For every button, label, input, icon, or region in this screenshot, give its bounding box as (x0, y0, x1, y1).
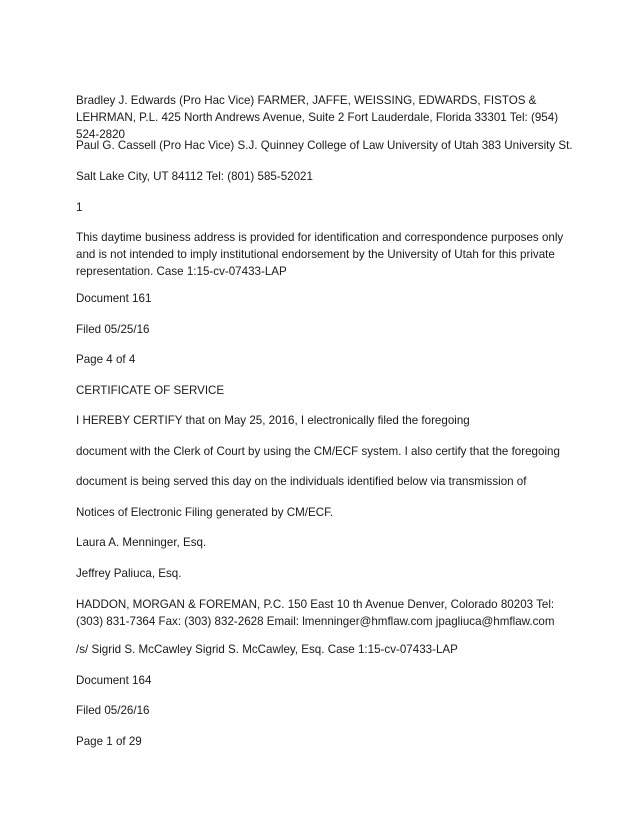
counsel-cassell-line: Paul G. Cassell (Pro Hac Vice) S.J. Quinney College of Law University of Utah 383 University St. (76, 139, 573, 152)
document-number-161: Document 161 (76, 292, 152, 305)
filed-date-052516: Filed 05/25/16 (76, 323, 150, 336)
page-4-of-4: Page 4 of 4 (76, 353, 136, 366)
haddon-morgan-address: HADDON, MORGAN & FOREMAN, P.C. 150 East 10 th Avenue Denver, Colorado 80203 Tel: (303) 831-7364 Fax: (303) 832-2628 Email: lmenninger@hmflaw.com jpagliuca@hmflaw.com (76, 598, 555, 628)
cassell-address-line: Salt Lake City, UT 84112 Tel: (801) 585-52021 (76, 170, 313, 183)
certify-line-4: Notices of Electronic Filing generated by CM/ECF. (76, 506, 334, 519)
footnote-text: This daytime business address is provided for identification and correspondence purposes only and is not intended to imply institutional endorsement by the University of Utah for this private representation. Case 1:15-cv-07433-LAP (76, 231, 564, 278)
recipient-menninger: Laura A. Menninger, Esq. (76, 536, 207, 549)
certificate-heading: CERTIFICATE OF SERVICE (76, 384, 225, 397)
page-1-of-29: Page 1 of 29 (76, 735, 142, 748)
signature-line: /s/ Sigrid S. McCawley Sigrid S. McCawley, Esq. Case 1:15-cv-07433-LAP (76, 643, 458, 656)
footnote-number: 1 (76, 201, 83, 214)
certify-line-1: I HEREBY CERTIFY that on May 25, 2016, I electronically filed the foregoing (76, 414, 470, 427)
filed-date-052616: Filed 05/26/16 (76, 704, 150, 717)
certify-line-2: document with the Clerk of Court by using the CM/ECF system. I also certify that the foregoing (76, 445, 560, 458)
certify-line-3: document is being served this day on the individuals identified below via transmission of (76, 475, 527, 488)
counsel-edwards-block: Bradley J. Edwards (Pro Hac Vice) FARMER, JAFFE, WEISSING, EDWARDS, FISTOS & LEHRMAN, P.L. 425 North Andrews Avenue, Suite 2 Fort Lauderdale, Florida 33301 Tel: (954) 524-2820 (76, 94, 559, 141)
recipient-paliuca: Jeffrey Paliuca, Esq. (76, 567, 182, 580)
document-number-164: Document 164 (76, 674, 152, 687)
